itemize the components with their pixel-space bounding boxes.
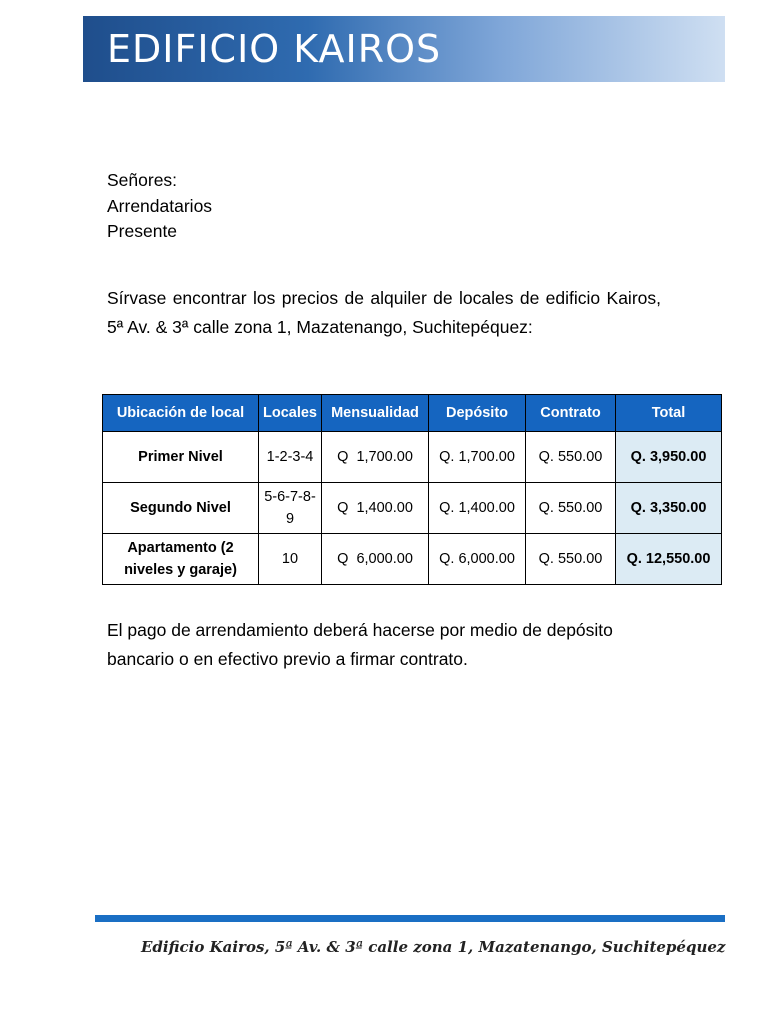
location-cell: Primer Nivel <box>103 432 259 483</box>
mensualidad-cell: Q 6,000.00 <box>322 534 429 585</box>
column-header: Ubicación de local <box>103 395 259 432</box>
total-cell: Q. 3,950.00 <box>616 432 722 483</box>
total-cell: Q. 12,550.00 <box>616 534 722 585</box>
deposito-cell: Q. 1,700.00 <box>429 432 526 483</box>
salutation-line: Señores: <box>107 170 178 190</box>
locales-cell: 5-6-7-8-9 <box>259 483 322 534</box>
price-table <box>102 394 722 585</box>
mensualidad-cell: Q 1,400.00 <box>322 483 429 534</box>
footer-divider <box>95 915 725 922</box>
footer-address: Edificio Kairos, 5ª Av. & 3ª calle zona 1, Mazatenango, Suchitepéquez <box>141 938 726 956</box>
column-header: Depósito <box>429 395 526 432</box>
table-header-row <box>103 395 722 432</box>
table-row <box>103 534 722 585</box>
salutation <box>107 168 212 245</box>
table-row <box>103 432 722 483</box>
salutation-line: Presente <box>107 221 178 241</box>
total-cell: Q. 3,350.00 <box>616 483 722 534</box>
salutation-line: Arrendatarios <box>107 195 213 216</box>
payment-note: El pago de arrendamiento deberá hacerse por medio de depósito bancario o en efectivo previo a firmar contrato. <box>107 620 613 669</box>
mensualidad-cell: Q 1,700.00 <box>322 432 429 483</box>
contrato-cell: Q. 550.00 <box>526 432 616 483</box>
locales-cell: 10 <box>259 534 322 585</box>
column-header: Contrato <box>526 395 616 432</box>
intro-paragraph: Sírvase encontrar los precios de alquiler de locales de edificio Kairos, 5ª Av. & 3ª calle zona 1, Mazatenango, Suchitepéquez: <box>107 288 661 337</box>
column-header: Total <box>616 395 722 432</box>
deposito-cell: Q. 1,400.00 <box>429 483 526 534</box>
header-banner <box>83 16 725 82</box>
column-header: Locales <box>259 395 322 432</box>
location-cell: Segundo Nivel <box>103 483 259 534</box>
page-title: EDIFICIO KAIROS <box>107 27 442 71</box>
contrato-cell: Q. 550.00 <box>526 534 616 585</box>
locales-cell: 1-2-3-4 <box>259 432 322 483</box>
deposito-cell: Q. 6,000.00 <box>429 534 526 585</box>
column-header: Mensualidad <box>322 395 429 432</box>
table-row <box>103 483 722 534</box>
location-cell: Apartamento (2 niveles y garaje) <box>103 534 259 585</box>
contrato-cell: Q. 550.00 <box>526 483 616 534</box>
